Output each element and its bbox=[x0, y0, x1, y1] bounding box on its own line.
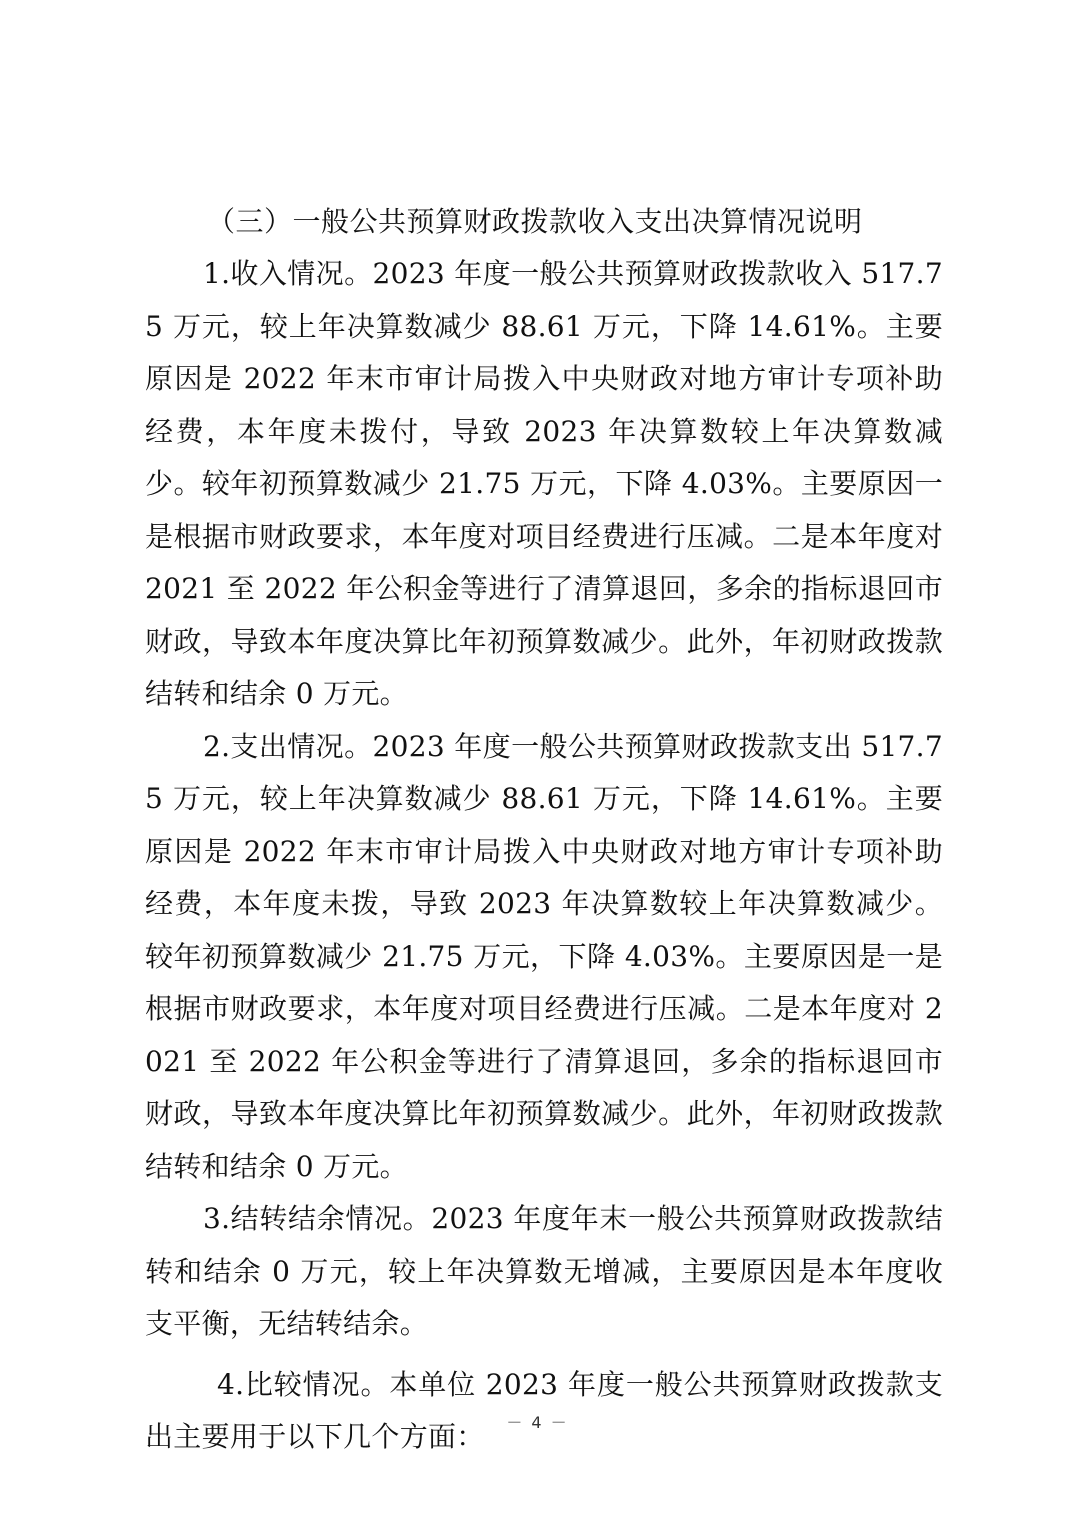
paragraph-income: 1.收入情况。2023 年度一般公共预算财政拨款收入 517.75 万元，较上年决算数减少 88.61 万元，下降 14.61%。主要原因是 2022 年末市审计局拨入中央财政对地方审计专项补助经费，本年度未拨付，导致 2023 年决算数较上年决算数减少。较年初预算数减少 21.75 万元，下降 4.03%。主要原因一是根据市财政要求，本年度对项目经费进行压减。二是本年度对 2021 至 2022 年公积金等进行了清算退回，多余的指标退回市财政，导致本年度决算比年初预算数减少。此外，年初财政拨款结转和结余 0 万元。 bbox=[145, 257, 943, 710]
page-number: － 4 － bbox=[506, 1413, 569, 1432]
paragraph-comparison: 4.比较情况。本单位 2023 年度一般公共预算财政拨款支出主要用于以下几个方面： bbox=[145, 1367, 943, 1453]
paragraph-expenditure: 2.支出情况。2023 年度一般公共预算财政拨款支出 517.75 万元，较上年决算数减少 88.61 万元，下降 14.61%。主要原因是 2022 年末市审计局拨入中央财政对地方审计专项补助经费，本年度未拨，导致 2023 年决算数较上年决算数减少。较年初预算数减少 21.75 万元，下降 4.03%。主要原因是一是根据市财政要求，本年度对项目经费进行压减。二是本年度对 2021 至 2022 年公积金等进行了清算退回，多余的指标退回市财政，导致本年度决算比年初预算数减少。此外，年初财政拨款结转和结余 0 万元。 bbox=[145, 729, 943, 1183]
paragraph-carryover: 3.结转结余情况。2023 年度年末一般公共预算财政拨款结转和结余 0 万元，较上年决算数无增减，主要原因是本年度收支平衡，无结转结余。 bbox=[145, 1202, 943, 1340]
section-heading: （三）一般公共预算财政拨款收入支出决算情况说明 bbox=[207, 205, 863, 238]
document-body bbox=[145, 196, 943, 1464]
